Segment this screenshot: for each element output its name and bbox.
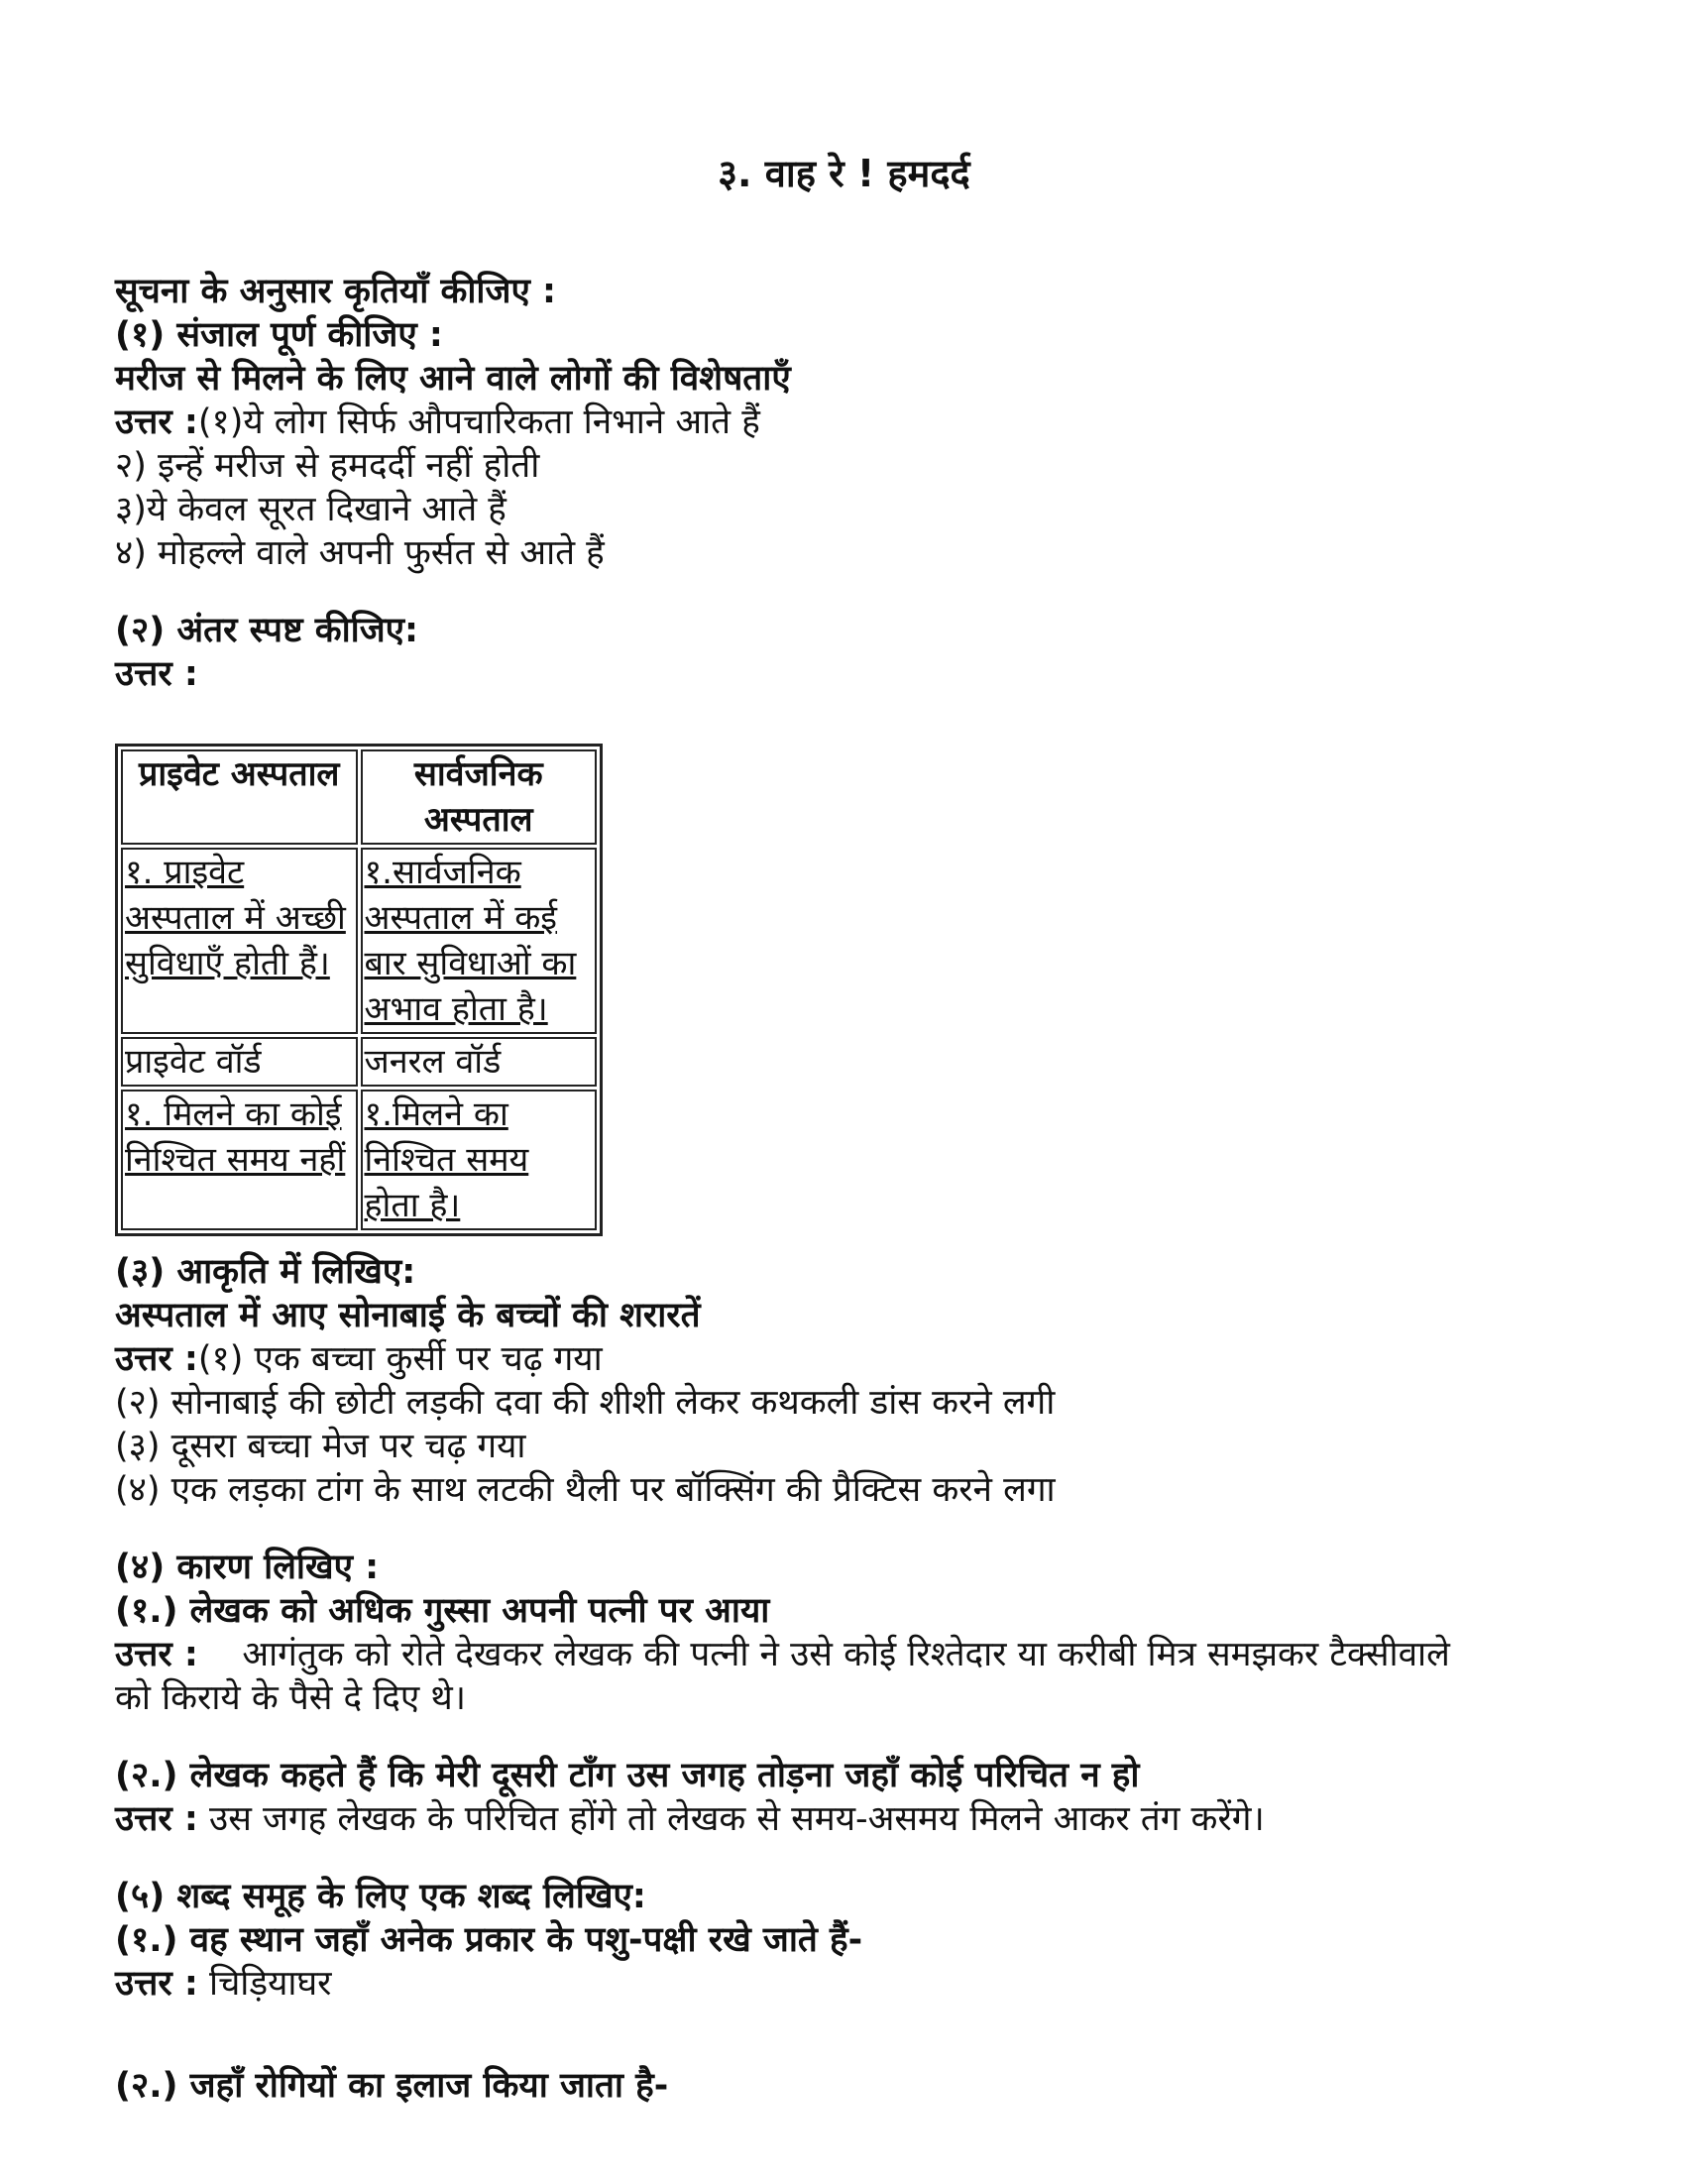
- q4-question-2: (२.) लेखक कहते हैं कि मेरी दूसरी टाँग उस जगह तोड़ना जहाँ कोई परिचित न हो: [115, 1756, 1140, 1795]
- q2-answer-label: उत्तर :: [115, 654, 198, 694]
- q5-heading: (५) शब्द समूह के लिए एक शब्द लिखिए:: [115, 1877, 646, 1916]
- answer-text: चिड़ियाघर: [209, 1964, 332, 2004]
- table-header: प्राइवेट अस्पताल: [121, 749, 358, 845]
- answer-text: उस जगह लेखक के परिचित होंगे तो लेखक से समय-असमय मिलने आकर तंग करेंगे।: [209, 1799, 1265, 1839]
- q2-heading: (२) अंतर स्पष्ट कीजिए:: [115, 611, 419, 650]
- q1-subheading: मरीज से मिलने के लिए आने वाले लोगों की विशेषताएँ: [115, 359, 791, 399]
- table-cell: प्राइवेट वॉर्ड: [121, 1037, 358, 1087]
- answer-label: उत्तर :: [115, 1799, 198, 1839]
- table-row: [121, 1037, 597, 1087]
- q1-answer-2: २) इन्हें मरीज से हमदर्दी नहीं होती: [115, 446, 540, 486]
- instructions: सूचना के अनुसार कृतियाँ कीजिए :: [115, 272, 556, 311]
- q4-answer-2: [115, 1797, 1582, 1841]
- answer-label: उत्तर :: [115, 402, 198, 442]
- q4-heading: (४) कारण लिखिए :: [115, 1548, 380, 1587]
- table-header: सार्वजनिक अस्पताल: [361, 749, 598, 845]
- comparison-table: [115, 744, 603, 1236]
- table-header-row: [121, 749, 597, 845]
- q3-heading: (३) आकृति में लिखिए:: [115, 1252, 416, 1292]
- q5-question-1: (१.) वह स्थान जहाँ अनेक प्रकार के पशु-पक्षी रखे जाते हैं-: [115, 1920, 863, 1960]
- q3-answer-4: (४) एक लड़का टांग के साथ लटकी थैली पर बॉक्सिंग की प्रैक्टिस करने लगा: [115, 1470, 1056, 1510]
- q1-answer-1: [115, 401, 1582, 444]
- page-title: ३. वाह रे ! हमदर्द: [718, 152, 970, 195]
- table-row: [121, 848, 597, 1034]
- page-cutoff-line: [115, 2066, 710, 2110]
- q4-answer-1-continued: को किराये के पैसे दे दिए थे।: [115, 1678, 466, 1718]
- q5-answer-1: [115, 1962, 1582, 2006]
- q4-question-1: (१.) लेखक को अधिक गुस्सा अपनी पत्नी पर आया: [115, 1591, 770, 1631]
- table-cell: १.सार्वजनिक अस्पताल में कई बार सुविधाओं का अभाव होता है।: [361, 848, 598, 1034]
- q4-answer-1: [115, 1633, 1582, 1676]
- q5-question-2-partial: (२.) जहाँ रोगियों का इलाज किया जाता है-: [115, 2066, 669, 2106]
- answer-label: उत्तर :: [115, 1635, 198, 1674]
- worksheet-content: [115, 270, 1582, 2006]
- q3-subheading: अस्पताल में आए सोनाबाई के बच्चों की शरारतें: [115, 1296, 701, 1335]
- q1-answer-4: ४) मोहल्ले वाले अपनी फुर्सत से आते हैं: [115, 533, 605, 573]
- table-cell: १. मिलने का कोई निश्चित समय नहीं: [121, 1090, 358, 1230]
- q3-answer-3: (३) दूसरा बच्चा मेज पर चढ़ गया: [115, 1427, 526, 1466]
- answer-label: उत्तर :: [115, 1339, 198, 1379]
- answer-text: आगंतुक को रोते देखकर लेखक की पत्नी ने उसे कोई रिश्तेदार या करीबी मित्र समझकर टैक्सीवाले: [242, 1635, 1450, 1674]
- table-cell: १.मिलने का निश्चित समय होता है।: [361, 1090, 598, 1230]
- table-cell: जनरल वॉर्ड: [361, 1037, 598, 1087]
- table-cell: १. प्राइवेट अस्पताल में अच्छी सुविधाएँ होती हैं।: [121, 848, 358, 1034]
- answer-text: (१)ये लोग सिर्फ औपचारिकता निभाने आते हैं: [197, 402, 760, 442]
- answer-label: उत्तर :: [115, 1964, 198, 2004]
- table-row: [121, 1090, 597, 1230]
- q1-heading: (१) संजाल पूर्ण कीजिए :: [115, 315, 443, 355]
- q1-answer-3: ३)ये केवल सूरत दिखाने आते हैं: [115, 490, 506, 529]
- q3-answer-1: [115, 1337, 1582, 1381]
- q3-answer-2: (२) सोनाबाई की छोटी लड़की दवा की शीशी लेकर कथकली डांस करने लगी: [115, 1383, 1056, 1423]
- answer-text: (१) एक बच्चा कुर्सी पर चढ़ गया: [197, 1339, 603, 1379]
